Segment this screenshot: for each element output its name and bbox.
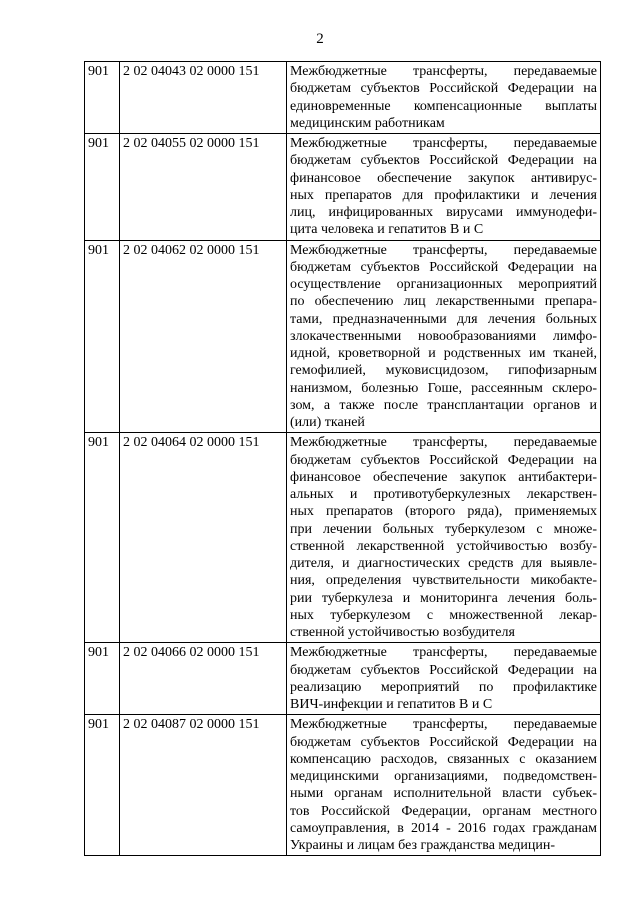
description-line: бюджетам субъектов Российской Федерации на (290, 259, 597, 275)
description-line: ния, определения чувствительности микобакте- (290, 573, 597, 589)
description-line: компенсацию расходов, связанных с оказанием (290, 751, 597, 767)
description-line: ными органам исполнительной власти субъек- (290, 786, 597, 802)
description-line: Межбюджетные трансферты, передаваемые (290, 717, 597, 733)
description-line: бюджетам субъектов Российской Федерации на (290, 662, 597, 678)
description-line: единовременные компенсационные выплаты (290, 98, 597, 114)
admin-code-cell: 901 (85, 62, 120, 134)
budget-code-cell: 2 02 04087 02 0000 151 (120, 715, 287, 856)
description-line: бюджетам субъектов Российской Федерации на (290, 734, 597, 750)
description-line: бюджетам субъектов Российской Федерации на (290, 153, 597, 169)
description-line: идной, кроветворной и родственных им тканей, (290, 346, 597, 361)
description-line: Межбюджетные трансферты, передаваемые (290, 136, 597, 151)
budget-code-cell: 2 02 04055 02 0000 151 (120, 134, 287, 241)
description-line: альных и противотуберкулезных лекарствен- (290, 487, 597, 502)
admin-code-cell: 901 (85, 715, 120, 856)
table-row (85, 134, 601, 241)
description-line: финансовое обеспечение закупок антивирус- (290, 170, 597, 186)
description-line: рии туберкулеза и мониторинга лечения боль- (290, 590, 597, 606)
description-line: дителя, и диагностических средств для выявле- (290, 556, 597, 571)
description-line: Украины и лицам без гражданства медицин- (290, 838, 556, 853)
description-line: осуществление организационных мероприятий (290, 277, 597, 292)
description-cell (287, 715, 601, 856)
description-line: медицинскими организациями, подведомствен- (290, 769, 597, 784)
table-row (85, 715, 601, 856)
description-line: злокачественными новообразованиями лимфо- (290, 328, 597, 344)
description-cell (287, 134, 601, 241)
description-line: самоуправления, в 2014 - 2016 годах гражданам (290, 820, 597, 836)
description-line: ственной лекарственной устойчивостью возбу- (290, 538, 597, 554)
description-line: медицинским работникам (290, 115, 445, 131)
description-line: Межбюджетные трансферты, передаваемые (290, 64, 597, 79)
table-row (85, 643, 601, 715)
description-line: зом, а также после трансплантации органов и (290, 397, 597, 413)
description-line: ных туберкулезом с множественной лекар- (290, 607, 597, 623)
budget-code-cell: 2 02 04062 02 0000 151 (120, 240, 287, 433)
description-line: ственной устойчивостью возбудителя (290, 625, 515, 640)
table-body (85, 62, 601, 856)
description-line: (или) тканей (290, 415, 365, 430)
description-line: нанизмом, болезнью Гоше, рассеянным склеро- (290, 380, 597, 396)
description-line: цита человека и гепатитов В и С (290, 222, 484, 238)
description-line: при лечении больных туберкулезом с множе- (290, 521, 597, 537)
description-line: ВИЧ-инфекции и гепатитов В и С (290, 697, 493, 712)
description-line: финансовое обеспечение закупок антибактери- (290, 469, 597, 485)
description-line: тов Российской Федерации, органам местного (290, 803, 597, 819)
admin-code-cell: 901 (85, 240, 120, 433)
description-line: ных препаратов для профилактики и лечения (290, 187, 597, 203)
description-line: Межбюджетные трансферты, передаваемые (290, 242, 597, 258)
description-cell (287, 62, 601, 134)
description-cell (287, 433, 601, 643)
description-line: бюджетам субъектов Российской Федерации на (290, 452, 597, 468)
table-row (85, 62, 601, 134)
description-cell (287, 240, 601, 433)
table-row (85, 433, 601, 643)
description-line: Межбюджетные трансферты, передаваемые (290, 645, 597, 661)
description-line: по обеспечению лиц лекарственными препара- (290, 294, 597, 310)
page-number: 2 (316, 31, 324, 47)
description-line: реализацию мероприятий по профилактике (290, 679, 597, 695)
admin-code-cell: 901 (85, 643, 120, 715)
description-line: лиц, инфицированных вирусами иммунодефи- (290, 205, 597, 220)
budget-code-cell: 2 02 04043 02 0000 151 (120, 62, 287, 134)
budget-classification-table (84, 61, 601, 856)
description-line: тами, предназначенными для лечения больных (290, 311, 597, 327)
admin-code-cell: 901 (85, 433, 120, 643)
description-line: гемофилией, муковисцидозом, гипофизарным (290, 363, 597, 379)
budget-code-cell: 2 02 04064 02 0000 151 (120, 433, 287, 643)
admin-code-cell: 901 (85, 134, 120, 241)
table-row (85, 240, 601, 433)
description-line: Межбюджетные трансферты, передаваемые (290, 435, 597, 451)
description-line: бюджетам субъектов Российской Федерации на (290, 81, 597, 97)
budget-code-cell: 2 02 04066 02 0000 151 (120, 643, 287, 715)
description-cell (287, 643, 601, 715)
description-line: ных препаратов (второго ряда), применяемых (290, 504, 597, 520)
